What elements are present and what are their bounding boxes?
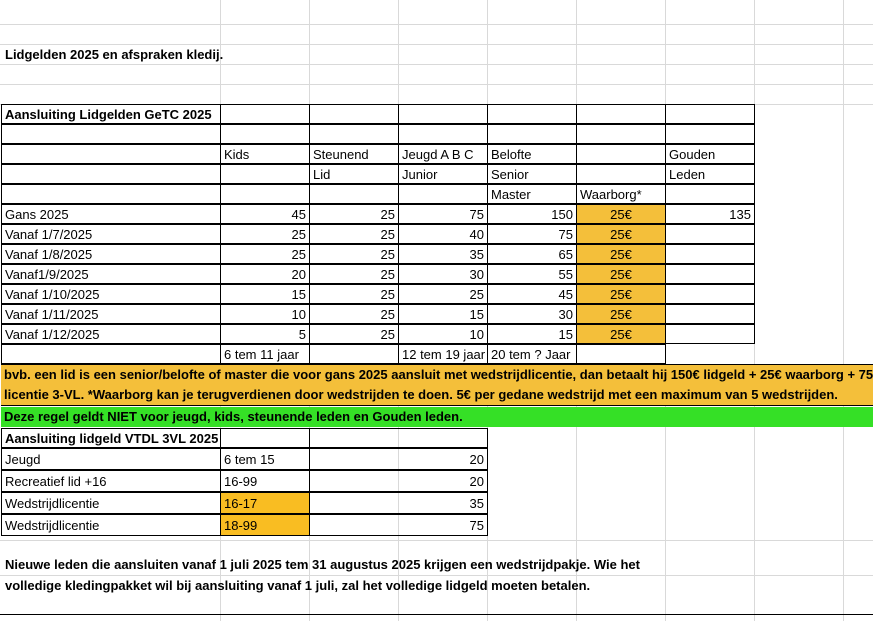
cell[interactable] (576, 344, 666, 364)
fee-cell-gouden[interactable] (665, 264, 755, 284)
vtdl-ages[interactable]: 18-99 (220, 514, 310, 536)
row-label[interactable]: Vanaf 1/8/2025 (1, 244, 221, 264)
exception-note: Deze regel geldt NIET voor jeugd, kids, steunende leden en Gouden leden. (1, 407, 873, 427)
fee-cell-gouden[interactable] (665, 324, 755, 344)
fee-cell-steunend[interactable]: 25 (309, 224, 399, 244)
cell[interactable] (665, 124, 755, 144)
gridline (843, 0, 844, 621)
cell[interactable] (487, 104, 577, 124)
gridline (0, 84, 873, 85)
cell[interactable] (398, 124, 488, 144)
cell[interactable] (1, 124, 221, 144)
vtdl-ages[interactable]: 16-17 (220, 492, 310, 514)
getc-header-cell[interactable] (576, 144, 666, 164)
gridline (0, 24, 873, 25)
vtdl-row-label[interactable]: Jeugd (1, 448, 221, 470)
fee-cell-jeugd[interactable]: 40 (398, 224, 488, 244)
cell[interactable] (309, 104, 399, 124)
fee-cell-jeugd[interactable]: 10 (398, 324, 488, 344)
vtdl-ages[interactable]: 6 tem 15 (220, 448, 310, 470)
fee-cell-steunend[interactable]: 25 (309, 204, 399, 224)
fee-cell-belofte[interactable]: 150 (487, 204, 577, 224)
footer-line2: volledige kledingpakket wil bij aansluiting vanaf 1 juli, zal het volledige lidgeld moeten betalen. (5, 578, 591, 593)
footer-line1: Nieuwe leden die aansluiten vanaf 1 juli 2025 tem 31 augustus 2025 krijgen een wedstrijdpakje. Wie het (5, 557, 640, 572)
getc-header-cell[interactable]: Gouden (665, 144, 755, 164)
getc-header-cell[interactable] (220, 184, 310, 204)
fee-cell-steunend[interactable]: 25 (309, 244, 399, 264)
getc-header-cell[interactable] (665, 184, 755, 204)
row-label[interactable]: Vanaf 1/10/2025 (1, 284, 221, 304)
getc-header-cell[interactable]: Steunend (309, 144, 399, 164)
fee-cell-waarborg[interactable]: 25€ (576, 284, 666, 304)
fee-cell-jeugd[interactable]: 35 (398, 244, 488, 264)
fee-cell-jeugd[interactable]: 30 (398, 264, 488, 284)
fee-cell-kids[interactable]: 45 (220, 204, 310, 224)
fee-cell-kids[interactable]: 10 (220, 304, 310, 324)
fee-cell-jeugd[interactable]: 75 (398, 204, 488, 224)
fee-cell-belofte[interactable]: 55 (487, 264, 577, 284)
vtdl-row-label[interactable]: Wedstrijdlicentie (1, 492, 221, 514)
fee-cell-belofte[interactable]: 30 (487, 304, 577, 324)
getc-header-cell[interactable] (309, 184, 399, 204)
fee-cell-kids[interactable]: 20 (220, 264, 310, 284)
cell[interactable] (220, 124, 310, 144)
fee-cell-steunend[interactable]: 25 (309, 324, 399, 344)
getc-header-cell[interactable] (1, 164, 221, 184)
vtdl-amount[interactable]: 35 (309, 492, 488, 514)
fee-cell-steunend[interactable]: 25 (309, 264, 399, 284)
fee-cell-gouden[interactable] (665, 244, 755, 264)
getc-header-cell[interactable]: Master (487, 184, 577, 204)
fee-cell-gouden[interactable] (665, 304, 755, 324)
cell[interactable] (309, 428, 488, 448)
age-kids[interactable]: 6 tem 11 jaar (220, 344, 310, 364)
cell[interactable] (398, 104, 488, 124)
waarborg-note (1, 364, 873, 406)
cell[interactable] (576, 104, 666, 124)
getc-header-cell[interactable] (1, 144, 221, 164)
getc-header-cell[interactable] (220, 164, 310, 184)
fee-cell-jeugd[interactable]: 25 (398, 284, 488, 304)
vtdl-amount[interactable]: 20 (309, 470, 488, 492)
age-belofte[interactable]: 20 tem ? Jaar (487, 344, 577, 364)
getc-heading[interactable]: Aansluiting Lidgelden GeTC 2025 (1, 104, 221, 124)
fee-cell-waarborg[interactable]: 25€ (576, 304, 666, 324)
row-label[interactable]: Vanaf 1/12/2025 (1, 324, 221, 344)
age-jeugd[interactable]: 12 tem 19 jaar (398, 344, 488, 364)
cell[interactable] (665, 104, 755, 124)
getc-header-cell[interactable] (1, 184, 221, 204)
getc-header-cell[interactable]: Kids (220, 144, 310, 164)
vtdl-heading[interactable]: Aansluiting lidgeld VTDL 3VL 2025 (1, 428, 221, 448)
fee-cell-kids[interactable]: 15 (220, 284, 310, 304)
gridline (0, 614, 873, 615)
cell[interactable] (487, 124, 577, 144)
getc-header-cell[interactable]: Belofte (487, 144, 577, 164)
row-label[interactable]: Vanaf1/9/2025 (1, 264, 221, 284)
fee-cell-waarborg[interactable]: 25€ (576, 244, 666, 264)
fee-cell-belofte[interactable]: 15 (487, 324, 577, 344)
fee-cell-gouden[interactable]: 135 (665, 204, 755, 224)
fee-cell-steunend[interactable]: 25 (309, 284, 399, 304)
fee-cell-belofte[interactable]: 75 (487, 224, 577, 244)
getc-header-cell[interactable] (576, 164, 666, 184)
cell[interactable] (1, 344, 221, 364)
fee-cell-waarborg[interactable]: 25€ (576, 224, 666, 244)
fee-cell-waarborg[interactable]: 25€ (576, 324, 666, 344)
fee-cell-gouden[interactable] (665, 284, 755, 304)
getc-header-cell[interactable]: Leden (665, 164, 755, 184)
fee-cell-waarborg[interactable]: 25€ (576, 204, 666, 224)
fee-cell-kids[interactable]: 25 (220, 224, 310, 244)
vtdl-ages[interactable]: 16-99 (220, 470, 310, 492)
vtdl-row-label[interactable]: Recreatief lid +16 (1, 470, 221, 492)
waarborg-note-line2: licentie 3-VL. *Waarborg kan je terugverdienen door wedstrijden te doen. 5€ per gedane wedstrijd met een maximum van 5 wedstrijden. (4, 387, 838, 402)
row-label[interactable]: Gans 2025 (1, 204, 221, 224)
sheet-title: Lidgelden 2025 en afspraken kledij. (5, 47, 224, 62)
fee-cell-jeugd[interactable]: 15 (398, 304, 488, 324)
gridline (0, 540, 873, 541)
fee-cell-gouden[interactable] (665, 224, 755, 244)
fee-cell-belofte[interactable]: 65 (487, 244, 577, 264)
fee-cell-kids[interactable]: 25 (220, 244, 310, 264)
waarborg-note-line1: bvb. een lid is een senior/belofte of master die voor gans 2025 aansluit met wedstrijdlicentie, dan betaalt hij 150€ lidgeld + 25€ waarborg + 75 (4, 367, 873, 382)
cell[interactable] (309, 344, 399, 364)
getc-header-cell[interactable]: Junior (398, 164, 488, 184)
vtdl-row-label[interactable]: Wedstrijdlicentie (1, 514, 221, 536)
vtdl-amount[interactable]: 75 (309, 514, 488, 536)
row-label[interactable]: Vanaf 1/7/2025 (1, 224, 221, 244)
fee-cell-steunend[interactable]: 25 (309, 304, 399, 324)
cell[interactable] (309, 124, 399, 144)
getc-header-cell[interactable]: Senior (487, 164, 577, 184)
cell[interactable] (576, 124, 666, 144)
getc-header-cell[interactable]: Lid (309, 164, 399, 184)
getc-header-cell[interactable] (398, 184, 488, 204)
fee-cell-kids[interactable]: 5 (220, 324, 310, 344)
getc-header-cell[interactable]: Jeugd A B C (398, 144, 488, 164)
cell[interactable] (220, 104, 310, 124)
vtdl-amount[interactable]: 20 (309, 448, 488, 470)
getc-header-cell[interactable]: Waarborg* (576, 184, 666, 204)
fee-cell-belofte[interactable]: 45 (487, 284, 577, 304)
row-label[interactable]: Vanaf 1/11/2025 (1, 304, 221, 324)
fee-cell-waarborg[interactable]: 25€ (576, 264, 666, 284)
cell[interactable] (220, 428, 310, 448)
